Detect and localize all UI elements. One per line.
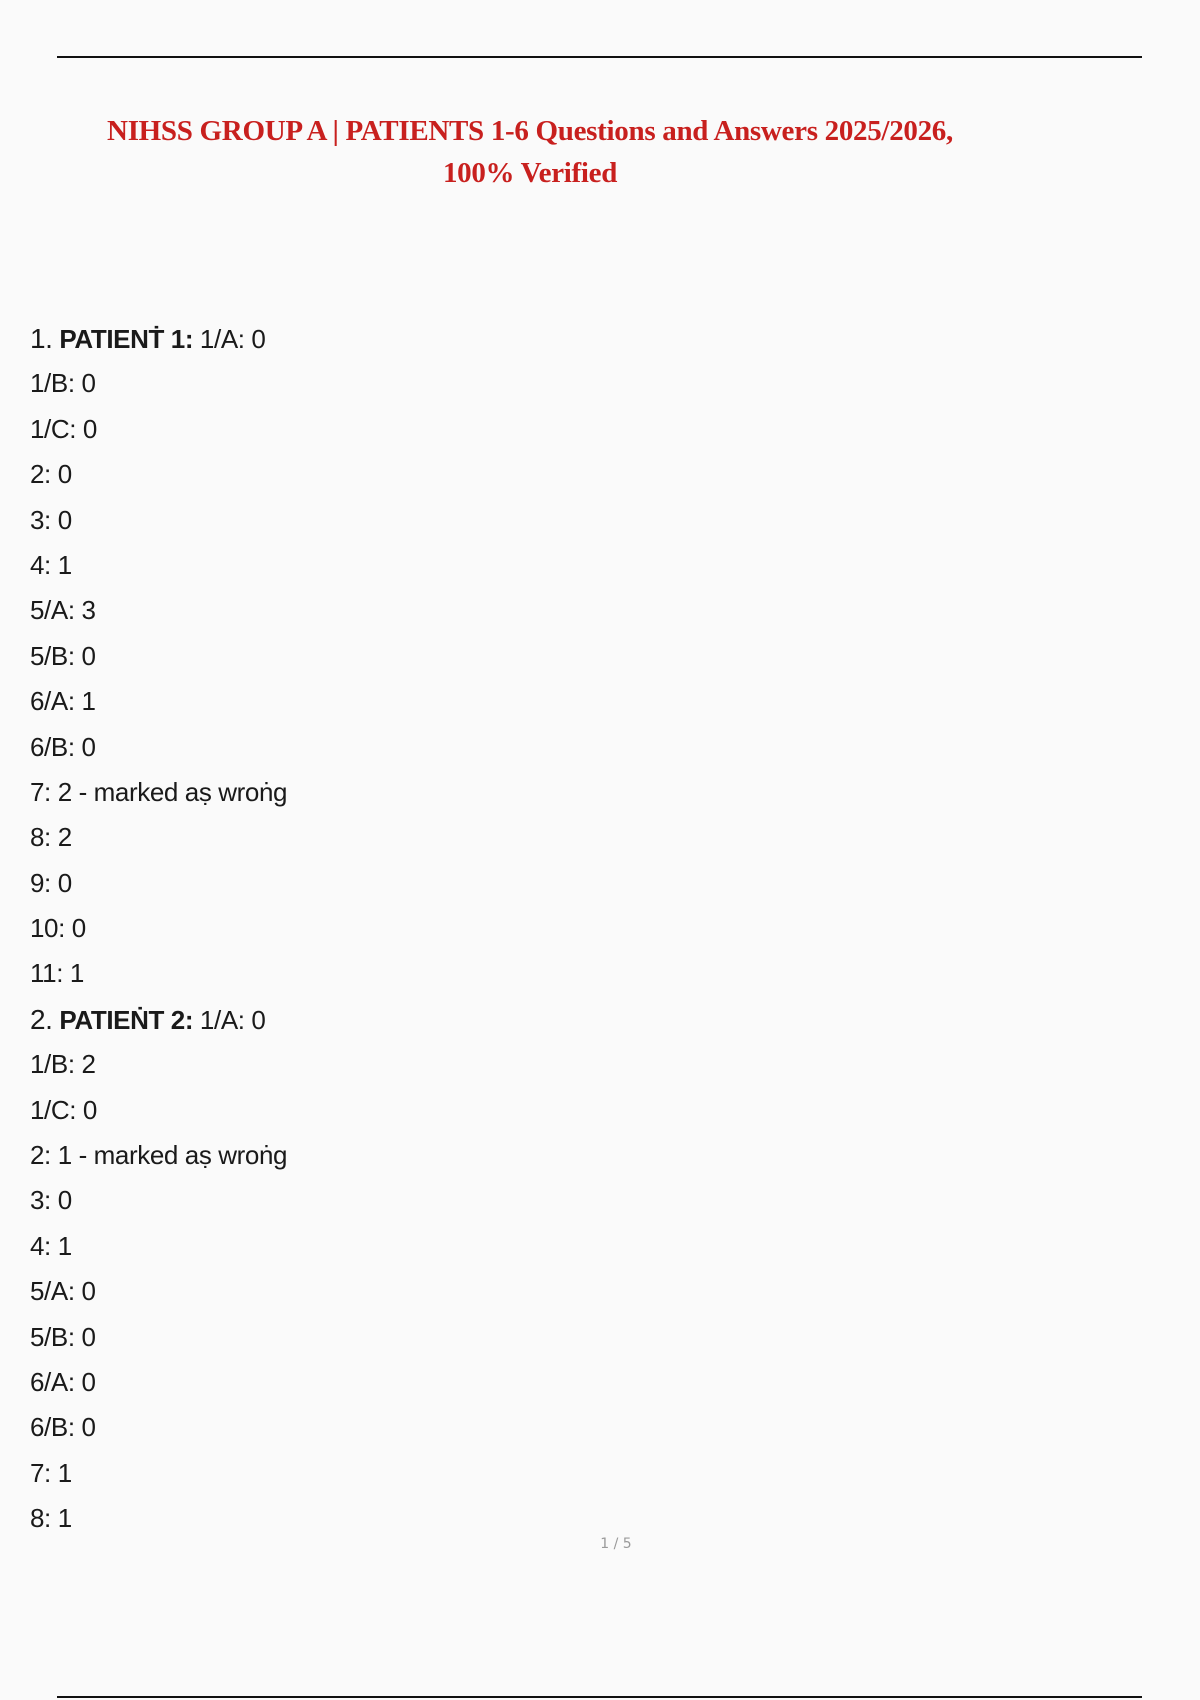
answer-item: 4: 1	[30, 1230, 72, 1261]
answer-item: 11: 1	[30, 958, 84, 989]
answer-item: 5/B: 0	[30, 640, 96, 671]
answer-item: 7: 2 - marked aṣ wroṅg	[30, 776, 288, 807]
answer-item: 6/A: 0	[30, 1366, 96, 1397]
answer-item: 1/C: 0	[30, 413, 97, 444]
answer-item: 2: 1 - marked aṣ wroṅg	[30, 1140, 288, 1171]
answer-item: 7: 1	[30, 1457, 72, 1488]
answer-item: 10: 0	[30, 913, 86, 944]
answer-item: 9: 0	[30, 867, 72, 898]
question-heading	[30, 997, 287, 1042]
title-line-2: 100% Verified	[442, 157, 618, 189]
answer-item: 5/A: 3	[30, 595, 96, 626]
answer-item: 3: 0	[30, 1185, 72, 1216]
title-line-1: NIHSS GROUP A | PATIENTS 1-6 Questions and Answers 2025/2026,	[107, 115, 953, 147]
answer-item: 6/B: 0	[30, 1412, 96, 1443]
answer-item: 5/B: 0	[30, 1321, 96, 1352]
answer-item: 1/B: 2	[30, 1049, 96, 1080]
question-number: 2.	[30, 1003, 53, 1035]
header-rule	[57, 56, 1142, 58]
answer-item: 8: 2	[30, 822, 72, 853]
question-label: PATIEṄT 2:	[59, 1004, 194, 1035]
answer-item: 1/B: 0	[30, 368, 96, 399]
answer-list	[30, 316, 287, 1542]
answer-item: 6/A: 1	[30, 686, 96, 717]
answer-item: 4: 1	[30, 549, 72, 580]
answer-item: 1/A: 0	[193, 1004, 266, 1035]
answer-item: 6/B: 0	[30, 731, 96, 762]
answer-item: 5/A: 0	[30, 1276, 96, 1307]
answer-item: 1/C: 0	[30, 1094, 97, 1125]
footer-rule	[57, 1696, 1142, 1698]
answer-item: 3: 0	[30, 504, 72, 535]
question-number: 1.	[30, 323, 53, 354]
question-heading	[30, 316, 287, 361]
answer-item: 1/A: 0	[193, 324, 266, 354]
document-title	[40, 110, 1020, 194]
question-label: PATIENṪ 1:	[59, 324, 194, 354]
answer-item: 2: 0	[30, 459, 72, 490]
answer-item: 8: 1	[30, 1503, 72, 1534]
page-number: 1 / 5	[600, 1536, 632, 1552]
